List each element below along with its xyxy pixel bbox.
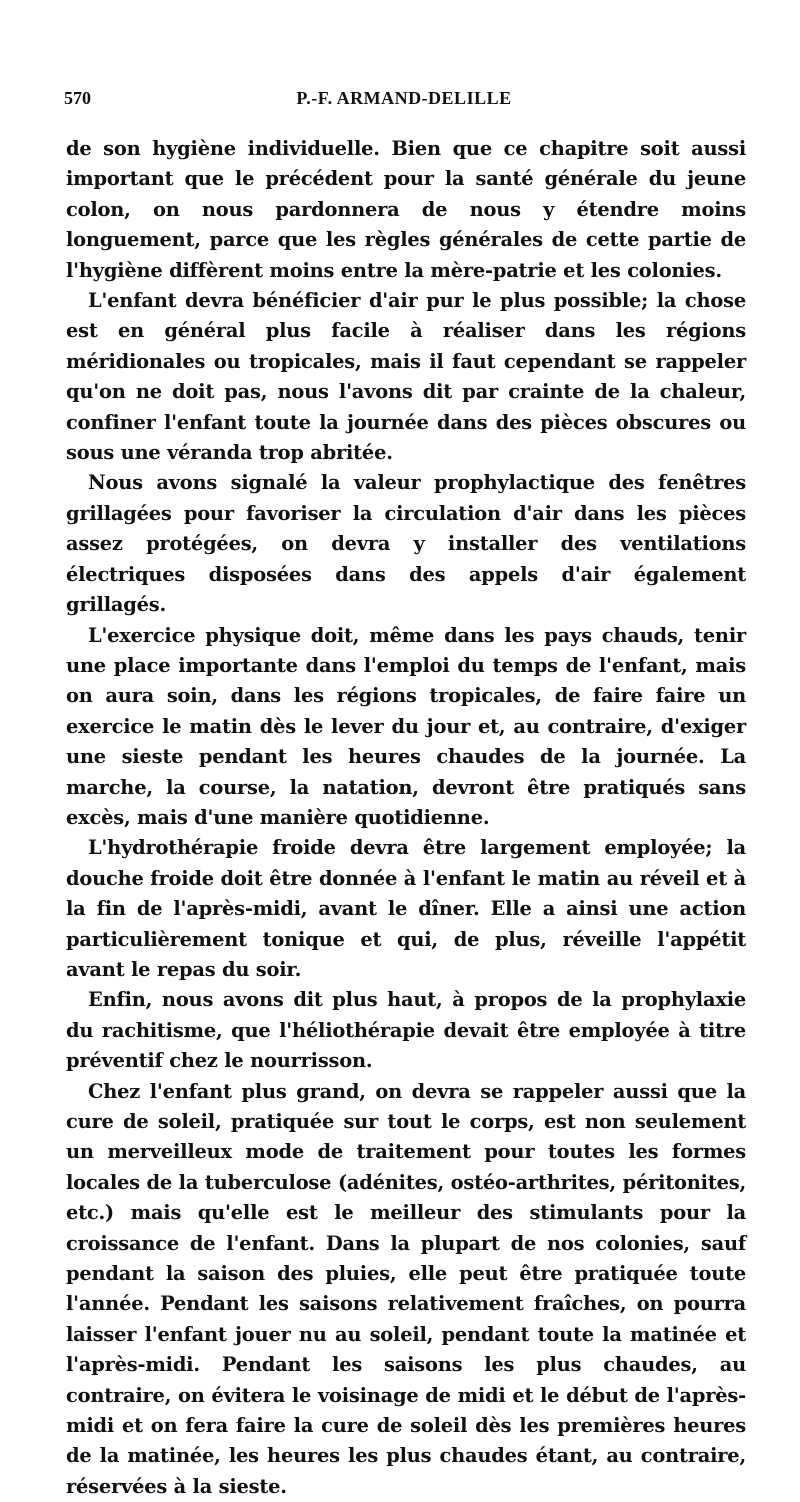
page-body	[66, 134, 746, 1502]
paragraph-continuation: de son hygiène individuelle. Bien que ce chapitre soit aussi important que le précédent pour la santé générale du jeune colon, on nous pardonnera de nous y étendre moins longuement, parce que les règles générales de cette partie de l'hygiène diffèrent moins entre la mère-patrie et les colonies.	[66, 137, 746, 282]
paragraph-exercise: L'exercice physique doit, même dans les pays chauds, tenir une place importante dans l'emploi du temps de l'enfant, mais on aura soin, dans les régions tropicales, de faire faire un exercice le matin dès le lever du jour et, au contraire, d'exiger une sieste pendant les heures chaudes de la journée. La marche, la course, la natation, devront être pratiqués sans excès, mais d'une manière quotidienne.	[66, 623, 746, 829]
paragraph-hydrotherapy: L'hydrothérapie froide devra être largement employée; la douche froide doit être donnée à l'enfant le matin au réveil et à la fin de l'après-midi, avant le dîner. Elle a ainsi une action particulièrement tonique et qui, de plus, réveille l'appétit avant le repas du soir.	[66, 836, 746, 981]
running-title: P.-F. ARMAND-DELILLE	[296, 88, 512, 108]
paragraph-windows: Nous avons signalé la valeur prophylactique des fenêtres grillagées pour favoriser la circulation d'air dans les pièces assez protégées, on devra y installer des ventilations électriques disposées dans des appels d'air également grillagés.	[66, 471, 746, 617]
page-number: 570	[64, 88, 91, 108]
paragraph-sun-cure: Chez l'enfant plus grand, on devra se rappeler aussi que la cure de soleil, pratiquée sur tout le corps, est non seulement un merveilleux mode de traitement pour toutes les formes locales de la tuberculose (adénites, ostéo-arthrites, péritonites, etc.) mais qu'elle est le meilleur des stimulants pour la croissance de l'enfant. Dans la plupart de nos colonies, sauf pendant la saison des pluies, elle peut être pratiquée toute l'année. Pendant les saisons relativement fraîches, on pourra laisser l'enfant jouer nu au soleil, pendant toute la matinée et l'après-midi. Pendant les saisons les plus chaudes, au contraire, on évitera le voisinage de midi et le début de l'après-midi et on fera faire la cure de soleil dès les premières heures de la matinée, les heures les plus chaudes étant, au contraire, réservées à la sieste.	[66, 1079, 746, 1498]
paragraph-air: L'enfant devra bénéficier d'air pur le plus possible; la chose est en général plus facile à réaliser dans les régions méridionales ou tropicales, mais il faut cependant se rappeler qu'on ne doit pas, nous l'avons dit par crainte de la chaleur, confiner l'enfant toute la journée dans des pièces obscures ou sous une véranda trop abritée.	[66, 289, 746, 465]
paragraph-heliotherapy: Enfin, nous avons dit plus haut, à propos de la prophylaxie du rachitisme, que l'héliothérapie devait être employée à titre préventif chez le nourrisson.	[66, 988, 746, 1073]
page-header	[64, 88, 744, 118]
